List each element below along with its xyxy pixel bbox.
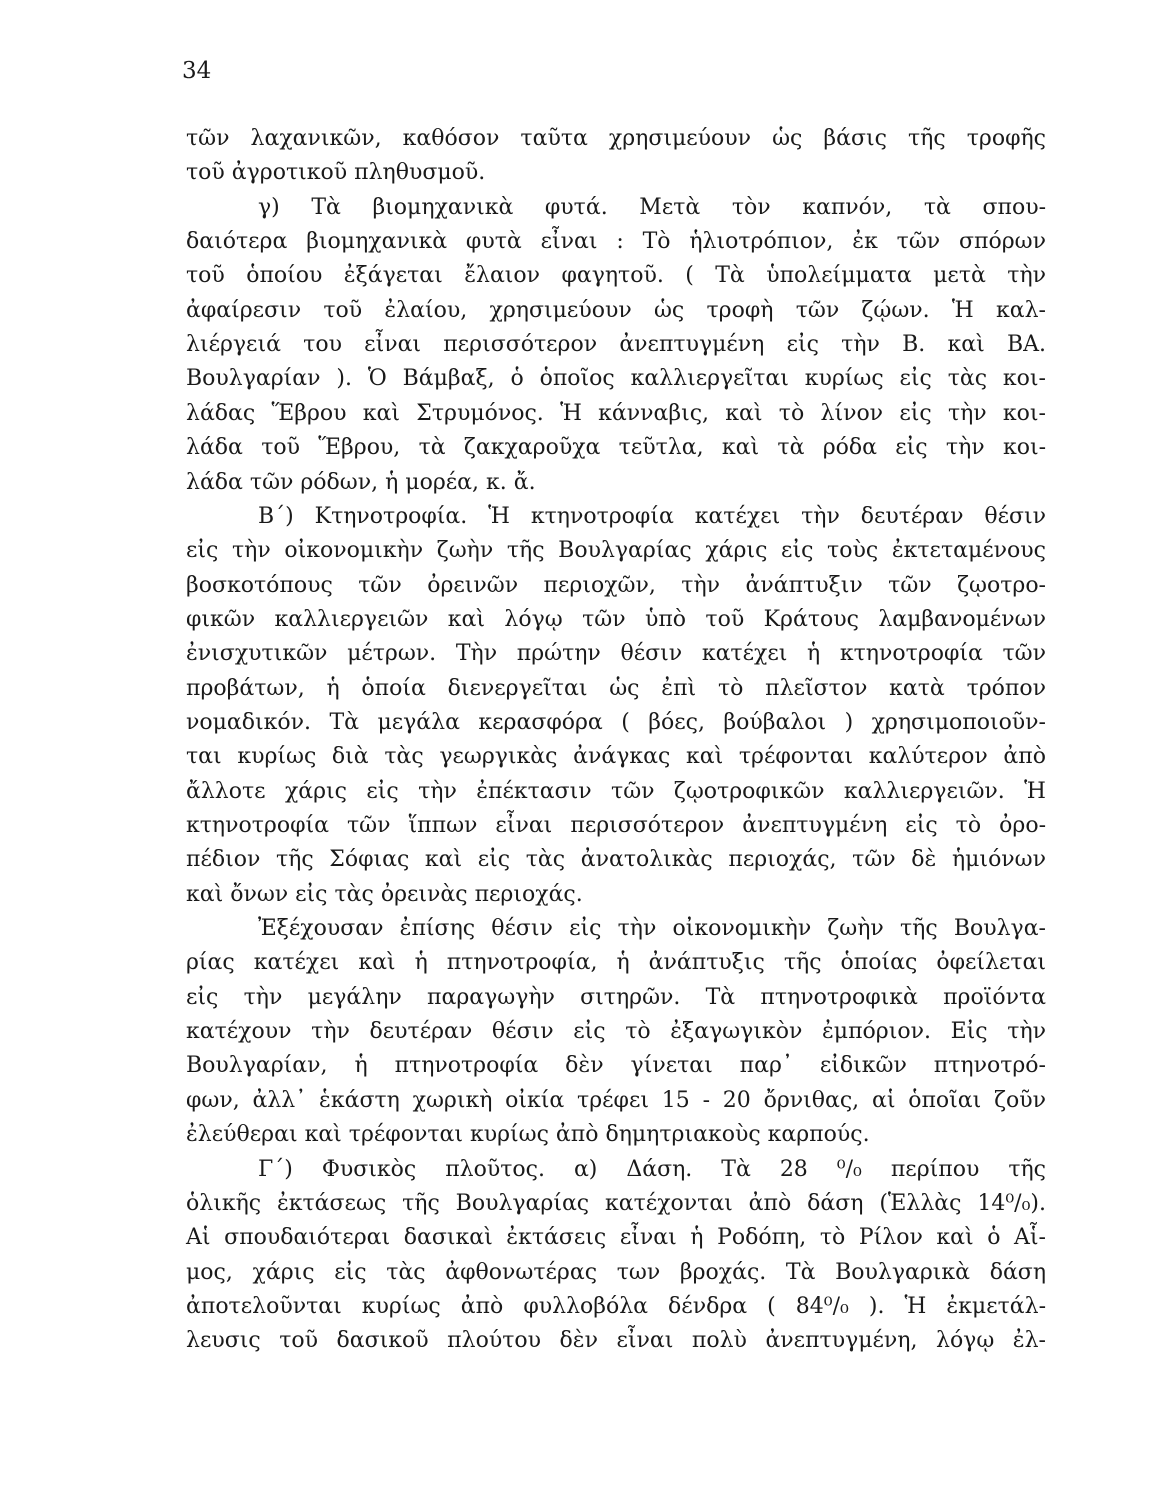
text-line: λάδα τῶν ρόδων, ἡ μορέα, κ. ἄ. (186, 469, 536, 495)
text-line: τοῦ ὁποίου ἐξάγεται ἔλαιον φαγητοῦ. ( Τὰ ὑπολείμματα μετὰ τὴν (186, 263, 1046, 289)
text-line: λάδα τοῦ Ἕβρου, τὰ ζακχαροῦχα τεῦτλα, καὶ τὰ ρόδα εἰς τὴν κοι- (186, 435, 1046, 461)
text-line: εἰς τὴν οἰκονομικὴν ζωὴν τῆς Βουλγαρίας χάρις εἰς τοὺς ἐκτεταμένους (186, 538, 1046, 564)
text-line: νομαδικόν. Τὰ μεγάλα κερασφόρα ( βόες, βούβαλοι ) χρησιμοποιοῦν- (186, 709, 1046, 735)
text-line: Αἱ σπουδαιότεραι δασικαὶ ἐκτάσεις εἶναι ἡ Ροδόπη, τὸ Ρίλον καὶ ὁ Αἷ- (186, 1225, 1046, 1251)
text-line: κατέχουν τὴν δευτέραν θέσιν εἰς τὸ ἐξαγωγικὸν ἐμπόριον. Εἰς τὴν (186, 1019, 1046, 1045)
text-line: Βουλγαρίαν, ἡ πτηνοτροφία δὲν γίνεται παρ᾿ εἰδικῶν πτηνοτρό- (186, 1053, 1046, 1079)
text-line: πέδιον τῆς Σόφιας καὶ εἰς τὰς ἀνατολικὰς περιοχάς, τῶν δὲ ἡμιόνων (186, 847, 1046, 873)
text-line: γ) Τὰ βιομηχανικὰ φυτά. Μετὰ τὸν καπνόν, τὰ σπου- (258, 194, 1046, 220)
text-line: τοῦ ἀγροτικοῦ πληθυσμοῦ. (186, 160, 486, 186)
text-line: εἰς τὴν μεγάλην παραγωγὴν σιτηρῶν. Τὰ πτηνοτροφικὰ προϊόντα (186, 984, 1046, 1010)
text-line: ρίας κατέχει καὶ ἡ πτηνοτροφία, ἡ ἀνάπτυξις τῆς ὁποίας ὀφείλεται (186, 950, 1046, 976)
text-line: ἐλεύθεραι καὶ τρέφονται κυρίως ἀπὸ δημητριακοὺς καρπούς. (186, 1122, 870, 1148)
text-line: ἀφαίρεσιν τοῦ ἐλαίου, χρησιμεύουν ὡς τροφὴ τῶν ζῴων. Ἡ καλ- (186, 297, 1046, 323)
text-line: ται κυρίως διὰ τὰς γεωργικὰς ἀνάγκας καὶ τρέφονται καλύτερον ἀπὸ (186, 744, 1046, 770)
text-line: ὁλικῆς ἐκτάσεως τῆς Βουλγαρίας κατέχονται ἀπὸ δάση (Ἑλλὰς 14⁰/₀). (186, 1190, 1046, 1216)
text-line: Βουλγαρίαν ). Ὁ Βάμβαξ, ὁ ὁποῖος καλλιεργεῖται κυρίως εἰς τὰς κοι- (186, 366, 1046, 392)
text-line: τῶν λαχανικῶν, καθόσον ταῦτα χρησιμεύουν ὡς βάσις τῆς τροφῆς (186, 126, 1046, 151)
text-line: προβάτων, ἡ ὁποία διενεργεῖται ὡς ἐπὶ τὸ πλεῖστον κατὰ τρόπον (186, 675, 1046, 701)
text-line: Γ΄) Φυσικὸς πλοῦτος. α) Δάση. Τὰ 28 ⁰/₀ περίπου τῆς (258, 1156, 1046, 1182)
text-line: κτηνοτροφία τῶν ἵππων εἶναι περισσότερον ἀνεπτυγμένη εἰς τὸ ὀρο- (186, 813, 1046, 838)
text-line: δαιότερα βιομηχανικὰ φυτὰ εἶναι : Τὸ ἡλιοτρόπιον, ἐκ τῶν σπόρων (186, 229, 1046, 255)
text-line: λάδας Ἕβρου καὶ Στρυμόνος. Ἡ κάνναβις, καὶ τὸ λίνον εἰς τὴν κοι- (186, 400, 1046, 426)
text-line: ἄλλοτε χάρις εἰς τὴν ἐπέκτασιν τῶν ζῳοτροφικῶν καλλιεργειῶν. Ἡ (186, 778, 1046, 804)
text-line: ἀποτελοῦνται κυρίως ἀπὸ φυλλοβόλα δένδρα ( 84⁰/₀ ). Ἡ ἐκμετάλ- (186, 1293, 1046, 1319)
text-line: λευσις τοῦ δασικοῦ πλούτου δὲν εἶναι πολὺ ἀνεπτυγμένη, λόγῳ ἐλ- (186, 1328, 1046, 1354)
text-line: βοσκοτόπους τῶν ὀρεινῶν περιοχῶν, τὴν ἀνάπτυξιν τῶν ζῳοτρο- (186, 572, 1046, 598)
text-line: λιέργειά του εἶναι περισσότερον ἀνεπτυγμένη εἰς τὴν Β. καὶ ΒΑ. (186, 332, 1046, 358)
text-line: φικῶν καλλιεργειῶν καὶ λόγῳ τῶν ὑπὸ τοῦ Κράτους λαμβανομένων (186, 606, 1046, 632)
text-line: ἐνισχυτικῶν μέτρων. Τὴν πρώτην θέσιν κατέχει ἡ κτηνοτροφία τῶν (186, 641, 1046, 667)
page-number: 34 (182, 58, 212, 84)
text-line: Ἐξέχουσαν ἐπίσης θέσιν εἰς τὴν οἰκονομικὴν ζωὴν τῆς Βουλγα- (258, 916, 1046, 942)
text-line: καὶ ὄνων εἰς τὰς ὀρεινὰς περιοχάς. (186, 881, 583, 907)
text-line: φων, ἀλλ᾿ ἑκάστη χωρικὴ οἰκία τρέφει 15 - 20 ὄρνιθας, αἱ ὁποῖαι ζοῦν (186, 1087, 1046, 1113)
text-line: Β΄) Κτηνοτροφία. Ἡ κτηνοτροφία κατέχει τὴν δευτέραν θέσιν (258, 503, 1046, 529)
text-line: μος, χάρις εἰς τὰς ἀφθονωτέρας των βροχάς. Τὰ Βουλγαρικὰ δάση (186, 1259, 1046, 1285)
